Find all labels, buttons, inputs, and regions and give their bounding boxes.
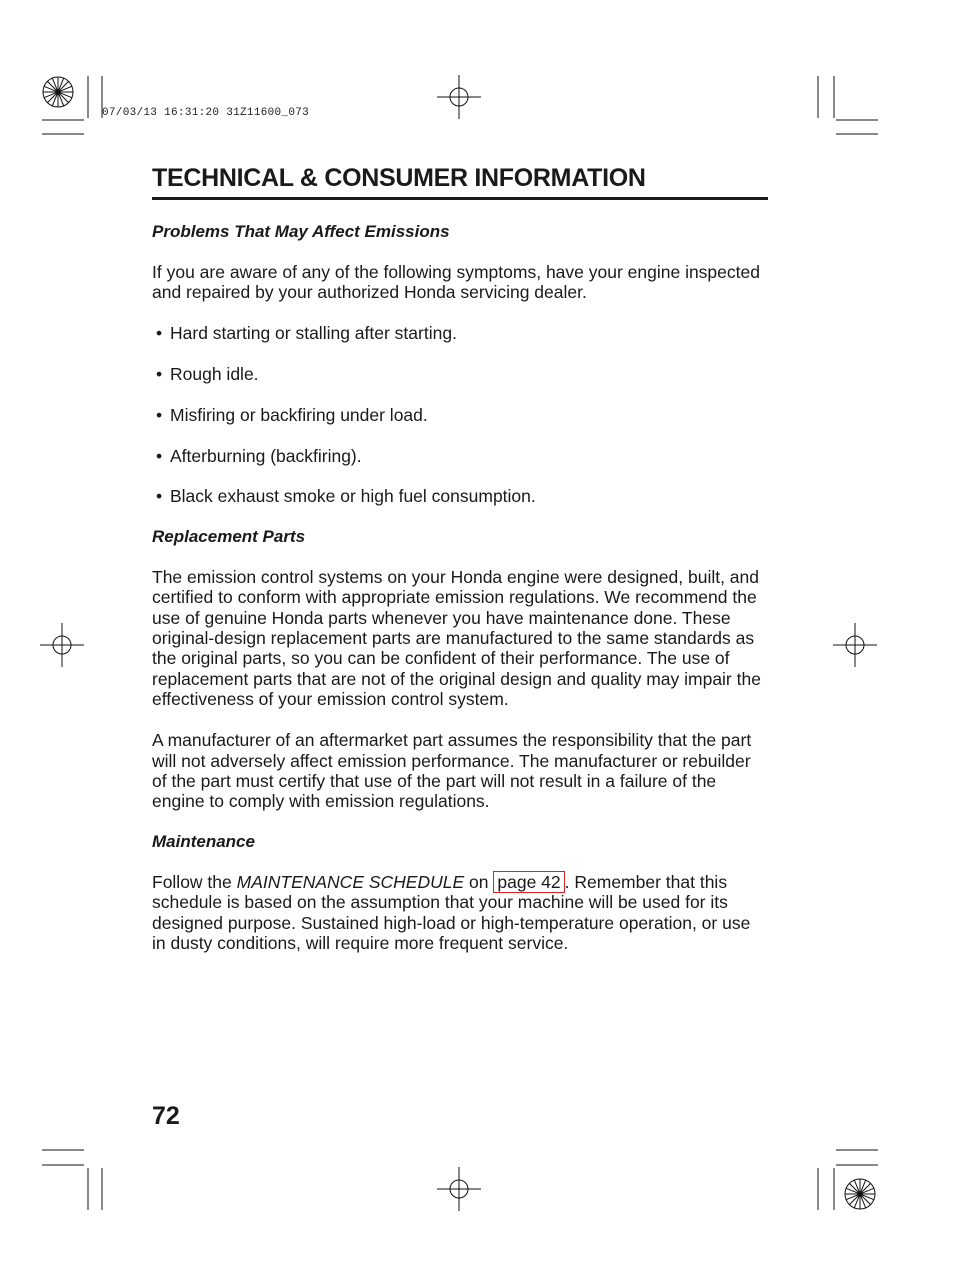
list-item: • Misfiring or backfiring under load. bbox=[156, 404, 428, 425]
page-content bbox=[152, 164, 768, 953]
registration-starburst-bottom-right bbox=[845, 1179, 875, 1209]
maintenance-paragraph: Follow the MAINTENANCE SCHEDULE on page 42 . Remember that this schedule is based on the assumption that your machine will be used for its designed purpose. Sustained high-load or high-temperature operation, or use in dusty conditions, will require more frequent service. bbox=[152, 871, 751, 954]
print-timestamp: 07/03/13 16:31:20 31Z11600_073 bbox=[102, 107, 310, 119]
heading-replacement-parts: Replacement Parts bbox=[152, 526, 306, 546]
replacement-parts-paragraph-1: The emission control systems on your Honda engine were designed, built, and certified to conform with appropriate emission regulations. We recommend the use of genuine Honda parts whenever you have maintenance done. These original-design replacement parts are manufactured to the same standards as the original parts, so you can be confident of their performance. The use of replacement parts that are not of the original design and quality may impair the effectiveness of your emission control system. bbox=[152, 566, 761, 710]
list-item: • Hard starting or stalling after starting. bbox=[156, 322, 457, 343]
bullet-icon: • bbox=[156, 445, 163, 466]
list-item: • Black exhaust smoke or high fuel consumption. bbox=[156, 486, 536, 507]
registration-target-top bbox=[437, 75, 481, 119]
bullet-icon: • bbox=[156, 322, 163, 343]
registration-target-left bbox=[40, 623, 84, 667]
bullet-icon: • bbox=[156, 363, 163, 384]
replacement-parts-paragraph-2: A manufacturer of an aftermarket part assumes the responsibility that the part will not adversely affect emission performance. The manufacturer or rebuilder of the part must certify that use of the part will not result in a failure of the engine to comply with emission regulations. bbox=[152, 730, 752, 812]
registration-starburst-top-left bbox=[43, 77, 73, 107]
page-number: 72 bbox=[152, 1102, 180, 1130]
maintenance-schedule-reference: MAINTENANCE SCHEDULE bbox=[236, 871, 465, 892]
registration-target-bottom bbox=[437, 1167, 481, 1211]
bullet-icon: • bbox=[156, 404, 163, 425]
page-title: TECHNICAL & CONSUMER INFORMATION bbox=[152, 164, 768, 200]
list-item: • Rough idle. bbox=[156, 363, 259, 384]
emissions-intro-paragraph: If you are aware of any of the following symptoms, have your engine inspected and repaired by your authorized Honda servicing dealer. bbox=[152, 262, 760, 303]
bullet-icon: • bbox=[156, 486, 163, 507]
registration-target-right bbox=[833, 623, 877, 667]
symptoms-list bbox=[152, 323, 768, 507]
heading-problems-emissions: Problems That May Affect Emissions bbox=[152, 222, 450, 241]
list-item: • Afterburning (backfiring). bbox=[156, 445, 362, 466]
page-42-link[interactable]: page 42 bbox=[493, 871, 564, 893]
heading-maintenance: Maintenance bbox=[152, 831, 255, 851]
